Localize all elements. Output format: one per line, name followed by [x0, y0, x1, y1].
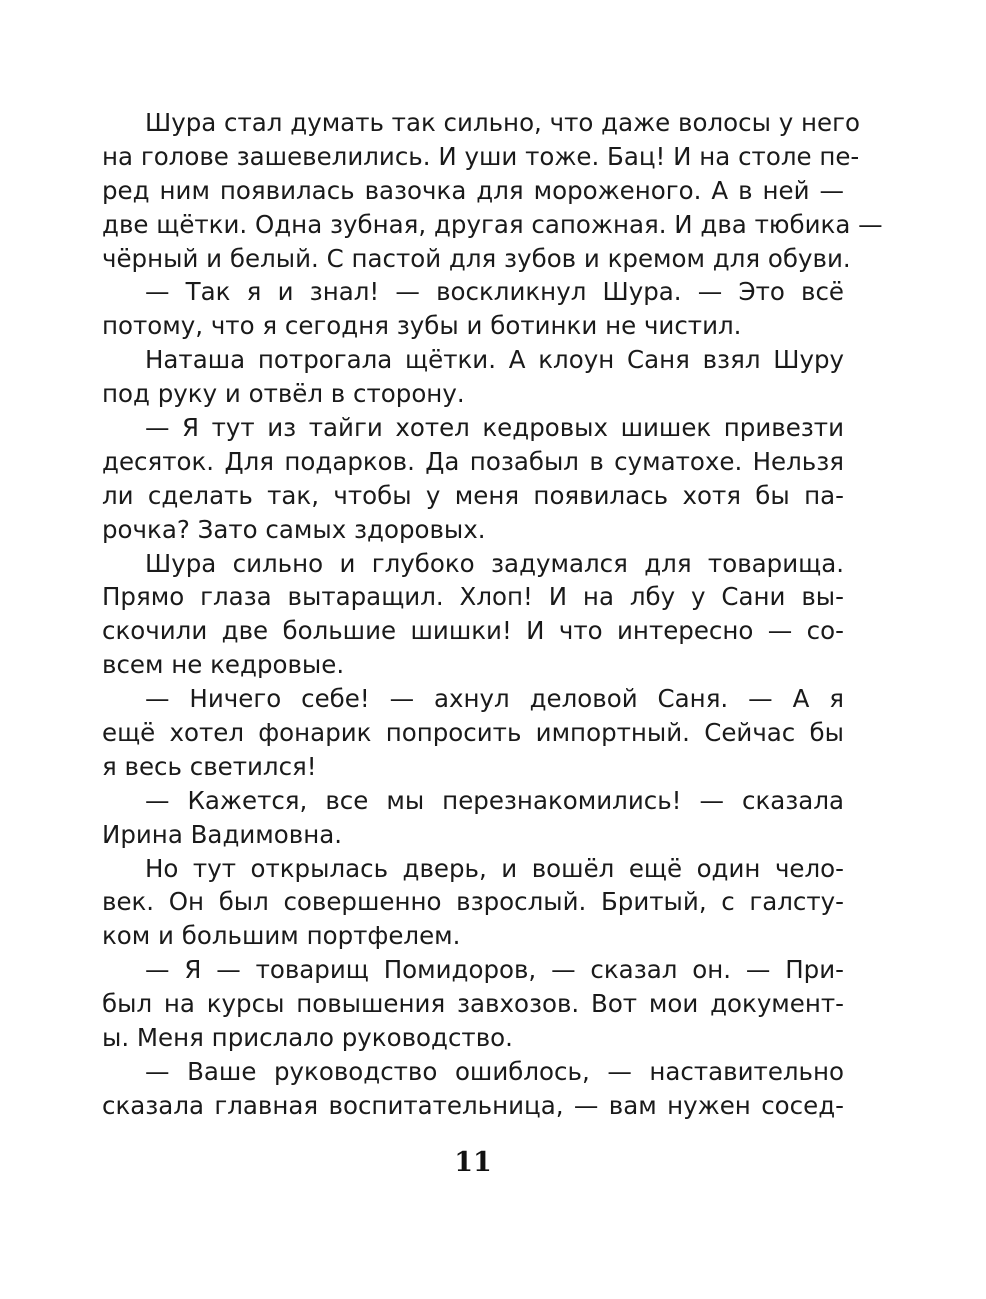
paragraph: [102, 275, 844, 343]
text-line: Наташа потрогала щётки. А клоун Саня взял Шуру: [145, 345, 844, 375]
text-line: рочка? Зато самых здоровых.: [102, 514, 486, 544]
paragraph: [102, 547, 844, 683]
text-line: потому, что я сегодня зубы и ботинки не чистил.: [102, 311, 742, 341]
text-line: на голове зашевелились. И уши тоже. Бац! И на столе пе-: [102, 141, 860, 171]
page-number: 11: [454, 1147, 492, 1178]
paragraph: [102, 682, 844, 784]
paragraph: [102, 411, 844, 547]
text-line: век. Он был совершенно взрослый. Бритый, с галсту-: [102, 887, 844, 917]
text-line: — Кажется, все мы перезнакомились! — сказала: [145, 785, 844, 815]
text-line: я весь светился!: [102, 751, 317, 781]
text-line: ред ним появилась вазочка для мороженого. А в ней —: [102, 175, 844, 205]
paragraph: [102, 852, 844, 954]
text-line: Ирина Вадимовна.: [102, 819, 343, 849]
text-line: — Ваше руководство ошиблось, — наставительно: [145, 1056, 844, 1086]
text-line: всем не кедровые.: [102, 650, 345, 680]
paragraph: [102, 1055, 844, 1123]
text-line: ы. Меня прислало руководство.: [102, 1023, 513, 1053]
text-line: — Так я и знал! — воскликнул Шура. — Это всё: [145, 277, 844, 307]
paragraph: [102, 784, 844, 852]
text-line: чёрный и белый. С пастой для зубов и кремом для обуви.: [102, 243, 851, 273]
text-line: — Ничего себе! — ахнул деловой Саня. — А я: [145, 684, 844, 714]
text-line: — Я тут из тайги хотел кедровых шишек привезти: [145, 413, 844, 443]
text-line: скочили две большие шишки! И что интересно — со-: [102, 616, 844, 646]
text-line: Шура сильно и глубоко задумался для товарища.: [145, 548, 844, 578]
text-line: ли сделать так, чтобы у меня появилась хотя бы па-: [102, 480, 844, 510]
text-line: ещё хотел фонарик попросить импортный. Сейчас бы: [102, 718, 844, 748]
body-text: [102, 106, 883, 1123]
text-line: две щётки. Одна зубная, другая сапожная. И два тюбика —: [102, 209, 883, 239]
text-line: Прямо глаза вытаращил. Хлоп! И на лбу у Сани вы-: [102, 582, 844, 612]
paragraph: [102, 343, 844, 411]
paragraph: [102, 953, 844, 1055]
text-line: — Я — товарищ Помидоров, — сказал он. — При-: [145, 955, 844, 985]
text-line: был на курсы повышения завхозов. Вот мои документ-: [102, 989, 844, 1019]
text-line: сказала главная воспитательница, — вам нужен сосед-: [102, 1090, 844, 1120]
text-line: Шура стал думать так сильно, что даже волосы у него: [145, 108, 860, 137]
text-line: ком и большим портфелем.: [102, 921, 461, 951]
text-line: десяток. Для подарков. Да позабыл в суматохе. Нельзя: [102, 446, 844, 476]
text-line: под руку и отвёл в сторону.: [102, 379, 465, 409]
text-line: Но тут открылась дверь, и вошёл ещё один чело-: [145, 853, 844, 883]
paragraph: [102, 106, 883, 275]
